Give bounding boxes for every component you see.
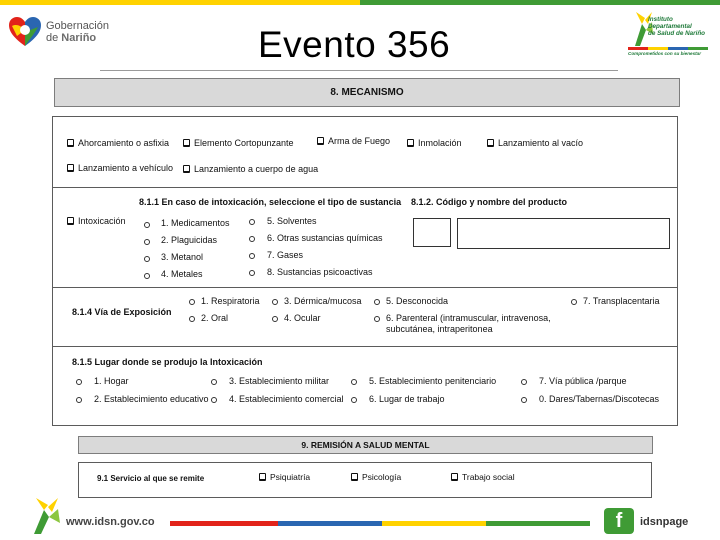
option-label: Trabajo social xyxy=(462,472,515,482)
radio-button[interactable] xyxy=(249,253,255,259)
top-color-bar xyxy=(0,0,720,5)
mechanism-option[interactable] xyxy=(407,138,462,148)
idsn-footer-emblem-icon xyxy=(30,496,62,534)
logo-left-line2-bold: Nariño xyxy=(61,32,97,44)
option-label: Ahorcamiento o asfixia xyxy=(78,138,170,148)
radio-button[interactable] xyxy=(144,239,150,245)
page-title: Evento 356 xyxy=(258,24,451,65)
option-label: Lanzamiento a vehículo xyxy=(78,163,174,173)
route-label: 7. Transplacentaria xyxy=(583,296,660,306)
logo-left-line2-prefix: de xyxy=(46,32,62,44)
route-label-continued: subcutánea, intraperitonea xyxy=(386,324,493,334)
checkbox[interactable] xyxy=(407,139,414,147)
mechanism-option[interactable] xyxy=(183,138,294,148)
route-label: 5. Desconocida xyxy=(386,296,449,306)
substance-label: 4. Metales xyxy=(161,269,203,279)
footer-bar-red xyxy=(170,521,278,526)
section8-header: 8. MECANISMO xyxy=(54,78,680,107)
idsn-line3: de Salud de Nariño xyxy=(648,30,706,37)
radio-button[interactable] xyxy=(521,379,527,385)
checkbox[interactable] xyxy=(487,139,494,147)
mechanism-option[interactable] xyxy=(487,138,583,148)
product-code-input[interactable] xyxy=(413,218,451,247)
route-label: 4. Ocular xyxy=(284,313,321,323)
option-label: Lanzamiento a cuerpo de agua xyxy=(194,164,319,174)
substance-label: 6. Otras sustancias químicas xyxy=(267,233,383,243)
facebook-icon[interactable]: f xyxy=(604,508,634,534)
checkbox[interactable] xyxy=(183,139,190,147)
checkbox[interactable] xyxy=(451,473,458,481)
footer-bar-green xyxy=(486,521,590,526)
checkbox[interactable] xyxy=(317,137,324,145)
radio-button[interactable] xyxy=(144,222,150,228)
checkbox[interactable] xyxy=(259,473,266,481)
divider xyxy=(53,287,677,288)
place-label: 0. Dares/Tabernas/Discotecas xyxy=(539,394,660,404)
option-label: Psicología xyxy=(362,472,402,482)
website-link[interactable]: www.idsn.gov.co xyxy=(66,516,155,528)
radio-button[interactable] xyxy=(211,397,217,403)
product-name-input[interactable] xyxy=(457,218,670,249)
divider xyxy=(53,187,677,188)
checkbox[interactable] xyxy=(67,164,74,172)
intoxication-option[interactable] xyxy=(67,216,126,226)
substance-label: 2. Plaguicidas xyxy=(161,235,218,245)
radio-button[interactable] xyxy=(76,397,82,403)
mechanism-form xyxy=(52,76,682,428)
radio-button[interactable] xyxy=(521,397,527,403)
substance-label: 7. Gases xyxy=(267,250,304,260)
idsn-logo-text xyxy=(648,16,705,37)
radio-button[interactable] xyxy=(211,379,217,385)
checkbox[interactable] xyxy=(67,217,74,225)
option-label: Elemento Cortopunzante xyxy=(194,138,294,148)
radio-button[interactable] xyxy=(272,316,278,322)
radio-button[interactable] xyxy=(249,236,255,242)
option-label: Lanzamiento al vacío xyxy=(498,138,584,148)
section-814-title: 8.1.4 Vía de Exposición xyxy=(72,307,172,317)
route-label: 1. Respiratoria xyxy=(201,296,260,306)
radio-button[interactable] xyxy=(76,379,82,385)
place-label: 5. Establecimiento penitenciario xyxy=(369,376,497,386)
radio-button[interactable] xyxy=(351,379,357,385)
logo-left-line1: Gobernación xyxy=(46,20,109,32)
service-option[interactable] xyxy=(351,472,401,482)
section8-box xyxy=(52,116,678,426)
section-812-title: 8.1.2. Código y nombre del producto xyxy=(411,197,568,207)
route-label: 2. Oral xyxy=(201,313,229,323)
radio-button[interactable] xyxy=(351,397,357,403)
title-underline xyxy=(100,70,618,71)
mechanism-option[interactable] xyxy=(67,163,173,173)
radio-button[interactable] xyxy=(144,256,150,262)
section-811-title: 8.1.1 En caso de intoxicación, seleccione el tipo de sustancia xyxy=(139,197,402,207)
option-label: Psiquiatría xyxy=(270,472,311,482)
mechanism-option[interactable] xyxy=(317,136,390,146)
social-handle[interactable]: idsnpage xyxy=(640,516,689,528)
substance-label: 1. Medicamentos xyxy=(161,218,230,228)
radio-button[interactable] xyxy=(249,219,255,225)
checkbox[interactable] xyxy=(183,165,190,173)
checkbox[interactable] xyxy=(67,139,74,147)
substance-label: 8. Sustancias psicoactivas xyxy=(267,267,373,277)
option-label: Arma de Fuego xyxy=(328,136,391,146)
service-option[interactable] xyxy=(259,472,310,482)
idsn-slogan: Comprometidos con su bienestar xyxy=(628,51,702,56)
option-label: Inmolación xyxy=(418,138,462,148)
radio-button[interactable] xyxy=(189,299,195,305)
radio-button[interactable] xyxy=(571,299,577,305)
substance-label: 3. Metanol xyxy=(161,252,204,262)
idsn-logo xyxy=(626,10,710,58)
option-label: Intoxicación xyxy=(78,216,126,226)
section-815-title: 8.1.5 Lugar donde se produjo la Intoxicación xyxy=(72,357,263,367)
radio-button[interactable] xyxy=(374,316,380,322)
footer-bar-yellow xyxy=(382,521,486,526)
section9-box xyxy=(78,462,652,498)
substance-label: 5. Solventes xyxy=(267,216,317,226)
mechanism-option[interactable] xyxy=(183,164,318,174)
section-91-label: 9.1 Servicio al que se remite xyxy=(97,474,205,483)
place-label: 6. Lugar de trabajo xyxy=(369,394,445,404)
gobernacion-logo xyxy=(8,16,109,48)
divider xyxy=(53,346,677,347)
heart-logo-icon xyxy=(8,16,42,48)
place-label: 7. Vía pública /parque xyxy=(539,376,627,386)
mechanism-option[interactable] xyxy=(67,138,169,148)
idsn-line1: Instituto xyxy=(648,16,673,23)
top-bar-green xyxy=(360,0,720,5)
radio-button[interactable] xyxy=(272,299,278,305)
radio-button[interactable] xyxy=(249,270,255,276)
place-label: 4. Establecimiento comercial xyxy=(229,394,344,404)
radio-button[interactable] xyxy=(374,299,380,305)
place-label: 3. Establecimiento militar xyxy=(229,376,330,386)
checkbox[interactable] xyxy=(351,473,358,481)
route-label: 6. Parenteral (intramuscular, intravenosa, xyxy=(386,313,551,323)
radio-button[interactable] xyxy=(144,273,150,279)
place-label: 2. Establecimiento educativo xyxy=(94,394,209,404)
idsn-underline-icon xyxy=(628,47,708,50)
section9-header: 9. REMISIÓN A SALUD MENTAL xyxy=(78,436,653,454)
idsn-line2: Departamental xyxy=(648,23,692,30)
top-bar-yellow xyxy=(0,0,360,5)
footer-bar-blue xyxy=(278,521,382,526)
logo-left-line2 xyxy=(46,32,109,44)
route-label: 3. Dérmica/mucosa xyxy=(284,296,362,306)
place-label: 1. Hogar xyxy=(94,376,129,386)
service-option[interactable] xyxy=(451,472,515,482)
radio-button[interactable] xyxy=(189,316,195,322)
